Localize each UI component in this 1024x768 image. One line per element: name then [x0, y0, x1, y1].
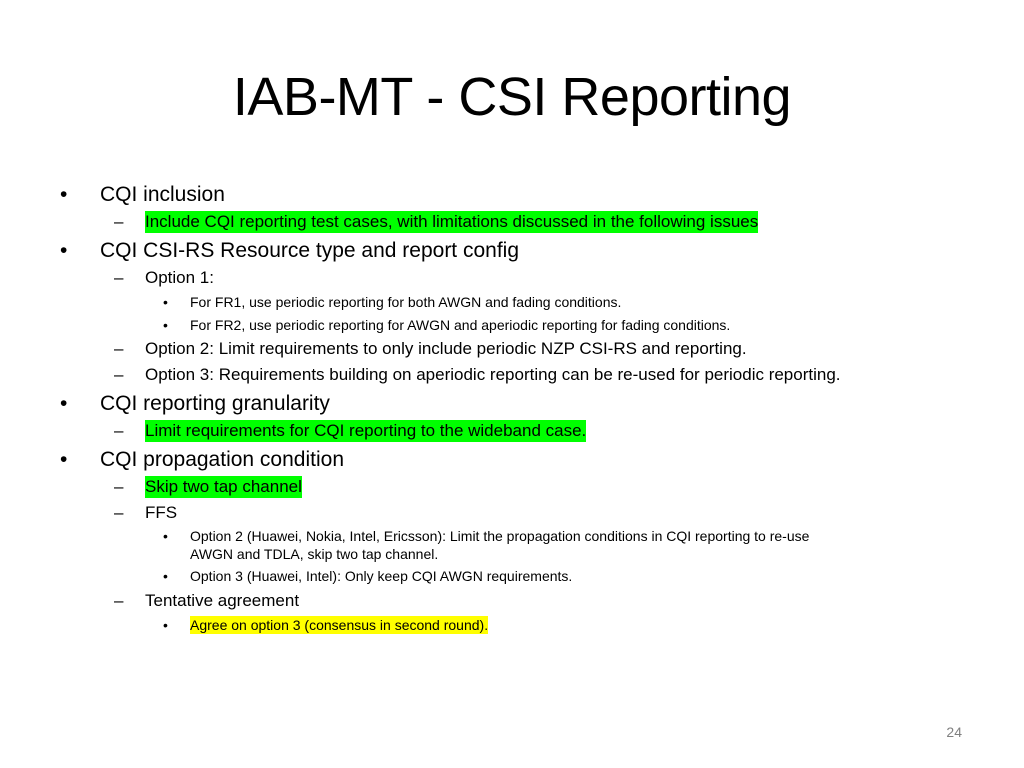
- page-number: 24: [946, 724, 962, 740]
- bullet-propagation: CQI propagation condition: [100, 448, 344, 471]
- sub-bullet-tentative: Tentative agreement: [145, 591, 300, 610]
- sub-sub-bullet-ffs-option3: Option 3 (Huawei, Intel): Only keep CQI AWGN requirements.: [190, 568, 573, 584]
- bullet-granularity: CQI reporting granularity: [100, 392, 330, 415]
- sub-sub-bullet-ffs-option2-line2: AWGN and TDLA, skip two tap channel.: [190, 546, 439, 562]
- bullet-icon: •: [60, 183, 68, 206]
- dash-icon: –: [114, 503, 124, 522]
- bullet-icon: •: [163, 568, 168, 584]
- bullet-icon: •: [163, 617, 168, 633]
- dash-icon: –: [114, 477, 124, 496]
- sub-bullet-skip-two-tap: Skip two tap channel: [145, 477, 302, 496]
- sub-sub-bullet-ffs-option2-line1: Option 2 (Huawei, Nokia, Intel, Ericsson): Limit the propagation conditions in CQI reporting to re-use: [190, 528, 810, 544]
- sub-sub-bullet-fr2: For FR2, use periodic reporting for AWGN and aperiodic reporting for fading conditions.: [190, 317, 731, 333]
- dash-icon: –: [114, 339, 124, 358]
- sub-bullet-include-cqi: Include CQI reporting test cases, with limitations discussed in the following issues: [145, 212, 759, 231]
- sub-sub-bullet-fr1: For FR1, use periodic reporting for both AWGN and fading conditions.: [190, 294, 622, 310]
- bullet-resource-type: CQI CSI-RS Resource type and report config: [100, 239, 520, 262]
- dash-icon: –: [114, 421, 124, 440]
- sub-bullet-option1: Option 1:: [145, 268, 214, 287]
- bullet-icon: •: [60, 239, 68, 262]
- sub-bullet-ffs: FFS: [145, 503, 178, 522]
- sub-bullet-wideband: Limit requirements for CQI reporting to the wideband case.: [145, 421, 587, 440]
- bullet-icon: •: [60, 448, 68, 471]
- sub-bullet-option3: Option 3: Requirements building on aperiodic reporting can be re-used for periodic reporting.: [145, 365, 841, 384]
- sub-sub-bullet-agree-option3: Agree on option 3 (consensus in second round).: [190, 617, 489, 633]
- bullet-icon: •: [163, 317, 168, 333]
- bullet-cqi-inclusion: CQI inclusion: [100, 183, 225, 206]
- dash-icon: –: [114, 591, 124, 610]
- dash-icon: –: [114, 365, 124, 384]
- slide-title: IAB-MT - CSI Reporting: [232, 67, 792, 127]
- dash-icon: –: [114, 212, 124, 231]
- bullet-icon: •: [163, 528, 168, 544]
- sub-bullet-option2: Option 2: Limit requirements to only include periodic NZP CSI-RS and reporting.: [145, 339, 747, 358]
- dash-icon: –: [114, 268, 124, 287]
- bullet-icon: •: [163, 294, 168, 310]
- bullet-icon: •: [60, 392, 68, 415]
